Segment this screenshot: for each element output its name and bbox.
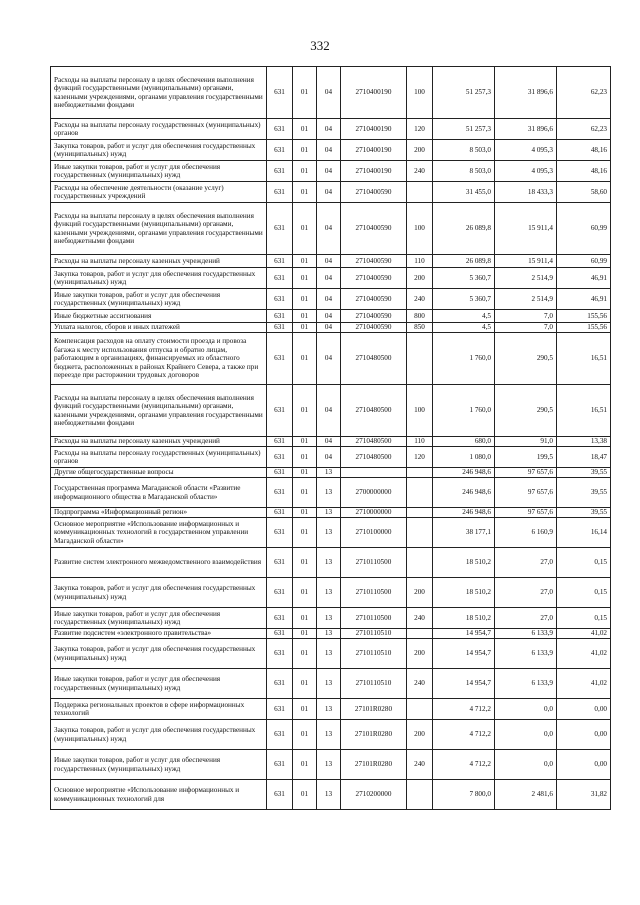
row-percent: 39,55 — [557, 478, 611, 508]
row-value-plan: 680,0 — [433, 437, 495, 447]
row-value-plan: 8 503,0 — [433, 161, 495, 182]
row-percent: 0,00 — [557, 699, 611, 720]
row-ved: 631 — [267, 478, 293, 508]
row-percent: 58,60 — [557, 182, 611, 203]
row-csr: 2710480500 — [341, 333, 407, 385]
row-value-actual: 2 514,9 — [495, 268, 557, 289]
row-vr — [407, 182, 433, 203]
row-ved: 631 — [267, 518, 293, 548]
table-row — [51, 750, 611, 780]
budget-table — [50, 66, 611, 810]
row-name: Другие общегосударственные вопросы — [51, 468, 267, 478]
row-value-plan: 246 948,6 — [433, 468, 495, 478]
row-percent: 155,56 — [557, 323, 611, 333]
row-csr: 2710400190 — [341, 67, 407, 119]
row-value-plan: 18 510,2 — [433, 548, 495, 578]
row-percent: 39,55 — [557, 508, 611, 518]
row-ved: 631 — [267, 548, 293, 578]
row-percent: 0,15 — [557, 548, 611, 578]
row-value-actual: 6 133,9 — [495, 669, 557, 699]
row-percent: 0,00 — [557, 720, 611, 750]
row-pr: 13 — [317, 750, 341, 780]
table-row — [51, 478, 611, 508]
table-row — [51, 639, 611, 669]
row-vr: 110 — [407, 255, 433, 268]
table-row — [51, 629, 611, 639]
row-ved: 631 — [267, 310, 293, 323]
row-value-plan: 4 712,2 — [433, 750, 495, 780]
row-value-plan: 7 800,0 — [433, 780, 495, 810]
row-vr: 200 — [407, 268, 433, 289]
row-ved: 631 — [267, 720, 293, 750]
row-rz: 01 — [293, 750, 317, 780]
table-row — [51, 161, 611, 182]
row-rz: 01 — [293, 548, 317, 578]
row-name: Иные закупки товаров, работ и услуг для обеспечения государственных (муниципальных) нужд — [51, 161, 267, 182]
row-value-actual: 91,0 — [495, 437, 557, 447]
row-name: Расходы на выплаты персоналу государственных (муниципальных) органов — [51, 447, 267, 468]
row-ved: 631 — [267, 578, 293, 608]
row-rz: 01 — [293, 333, 317, 385]
row-value-plan: 51 257,3 — [433, 67, 495, 119]
row-csr: 2710400590 — [341, 182, 407, 203]
row-name: Уплата налогов, сборов и иных платежей — [51, 323, 267, 333]
table-row — [51, 608, 611, 629]
row-percent: 16,14 — [557, 518, 611, 548]
row-ved: 631 — [267, 182, 293, 203]
row-vr: 240 — [407, 608, 433, 629]
row-name: Основное мероприятие «Использование информационных и коммуникационных технологий для — [51, 780, 267, 810]
row-csr: 2710480500 — [341, 437, 407, 447]
row-vr — [407, 518, 433, 548]
row-pr: 13 — [317, 508, 341, 518]
row-vr: 240 — [407, 750, 433, 780]
table-row — [51, 385, 611, 437]
row-value-actual: 97 657,6 — [495, 478, 557, 508]
row-name: Иные бюджетные ассигнования — [51, 310, 267, 323]
row-ved: 631 — [267, 750, 293, 780]
row-csr: 2710400590 — [341, 310, 407, 323]
row-value-plan: 18 510,2 — [433, 578, 495, 608]
row-pr: 04 — [317, 255, 341, 268]
row-percent: 31,82 — [557, 780, 611, 810]
row-rz: 01 — [293, 310, 317, 323]
row-rz: 01 — [293, 447, 317, 468]
row-value-actual: 2 481,6 — [495, 780, 557, 810]
row-vr — [407, 629, 433, 639]
row-value-plan: 5 360,7 — [433, 268, 495, 289]
table-row — [51, 323, 611, 333]
row-ved: 631 — [267, 385, 293, 437]
row-vr — [407, 699, 433, 720]
table-row — [51, 182, 611, 203]
row-vr — [407, 548, 433, 578]
row-percent: 0,00 — [557, 750, 611, 780]
row-pr: 13 — [317, 608, 341, 629]
row-rz: 01 — [293, 639, 317, 669]
row-pr: 04 — [317, 203, 341, 255]
row-rz: 01 — [293, 518, 317, 548]
table-row — [51, 578, 611, 608]
row-value-plan: 14 954,7 — [433, 629, 495, 639]
row-name: Закупка товаров, работ и услуг для обеспечения государственных (муниципальных) нужд — [51, 639, 267, 669]
row-name: Расходы на выплаты персоналу казенных учреждений — [51, 437, 267, 447]
row-pr: 13 — [317, 780, 341, 810]
row-value-plan: 4,5 — [433, 323, 495, 333]
row-pr: 04 — [317, 289, 341, 310]
row-csr: 2710400590 — [341, 268, 407, 289]
row-rz: 01 — [293, 780, 317, 810]
table-row — [51, 310, 611, 323]
row-value-plan: 246 948,6 — [433, 478, 495, 508]
row-vr — [407, 508, 433, 518]
row-pr: 04 — [317, 333, 341, 385]
row-value-plan: 1 760,0 — [433, 333, 495, 385]
table-row — [51, 268, 611, 289]
row-vr: 200 — [407, 140, 433, 161]
row-value-plan: 4 712,2 — [433, 720, 495, 750]
row-vr: 120 — [407, 447, 433, 468]
row-vr: 110 — [407, 437, 433, 447]
table-row — [51, 518, 611, 548]
row-name: Закупка товаров, работ и услуг для обеспечения государственных (муниципальных) нужд — [51, 720, 267, 750]
table-row — [51, 447, 611, 468]
row-ved: 631 — [267, 699, 293, 720]
row-rz: 01 — [293, 161, 317, 182]
row-csr: 2710100000 — [341, 518, 407, 548]
row-percent: 60,99 — [557, 255, 611, 268]
row-pr: 13 — [317, 478, 341, 508]
row-csr: 2710110500 — [341, 578, 407, 608]
row-pr: 04 — [317, 447, 341, 468]
row-value-actual: 27,0 — [495, 548, 557, 578]
row-percent: 39,55 — [557, 468, 611, 478]
row-ved: 631 — [267, 669, 293, 699]
row-pr: 13 — [317, 629, 341, 639]
row-pr: 13 — [317, 548, 341, 578]
row-vr: 240 — [407, 289, 433, 310]
row-vr — [407, 478, 433, 508]
row-csr: 27101R0280 — [341, 699, 407, 720]
row-percent: 46,91 — [557, 268, 611, 289]
row-rz: 01 — [293, 478, 317, 508]
row-percent: 41,02 — [557, 639, 611, 669]
row-value-plan: 26 089,8 — [433, 255, 495, 268]
row-csr: 2710400590 — [341, 323, 407, 333]
row-value-actual: 6 160,9 — [495, 518, 557, 548]
row-value-actual: 97 657,6 — [495, 468, 557, 478]
row-value-plan: 31 455,0 — [433, 182, 495, 203]
row-value-plan: 4 712,2 — [433, 699, 495, 720]
row-csr: 2710110510 — [341, 669, 407, 699]
row-ved: 631 — [267, 333, 293, 385]
row-ved: 631 — [267, 608, 293, 629]
table-row — [51, 140, 611, 161]
row-csr: 2710400590 — [341, 255, 407, 268]
row-value-plan: 4,5 — [433, 310, 495, 323]
row-rz: 01 — [293, 629, 317, 639]
row-percent: 46,91 — [557, 289, 611, 310]
row-percent: 48,16 — [557, 161, 611, 182]
row-name: Основное мероприятие «Использование информационных и коммуникационных технологий в государственном управлении Магаданской области» — [51, 518, 267, 548]
row-vr: 100 — [407, 203, 433, 255]
table-row — [51, 119, 611, 140]
row-value-actual: 290,5 — [495, 333, 557, 385]
row-ved: 631 — [267, 255, 293, 268]
table-row — [51, 699, 611, 720]
row-rz: 01 — [293, 255, 317, 268]
row-value-actual: 6 133,9 — [495, 639, 557, 669]
row-vr: 200 — [407, 720, 433, 750]
row-csr: 2710400190 — [341, 119, 407, 140]
row-rz: 01 — [293, 268, 317, 289]
row-name: Расходы на выплаты персоналу в целях обеспечения выполнения функций государственными (муниципальными) органами, казенными учреждениями, органами управления государственными внебюджетными фондами — [51, 385, 267, 437]
row-name: Иные закупки товаров, работ и услуг для обеспечения государственных (муниципальных) нужд — [51, 608, 267, 629]
row-name: Поддержка региональных проектов в сфере информационных технологий — [51, 699, 267, 720]
row-vr: 100 — [407, 67, 433, 119]
row-value-actual: 4 095,3 — [495, 161, 557, 182]
row-vr: 200 — [407, 578, 433, 608]
row-value-plan: 51 257,3 — [433, 119, 495, 140]
row-value-plan: 14 954,7 — [433, 639, 495, 669]
table-row — [51, 548, 611, 578]
row-rz: 01 — [293, 323, 317, 333]
row-percent: 13,38 — [557, 437, 611, 447]
row-ved: 631 — [267, 119, 293, 140]
row-vr: 240 — [407, 161, 433, 182]
row-vr: 800 — [407, 310, 433, 323]
row-percent: 41,02 — [557, 669, 611, 699]
row-pr: 13 — [317, 578, 341, 608]
table-row — [51, 468, 611, 478]
row-percent: 60,99 — [557, 203, 611, 255]
row-value-actual: 6 133,9 — [495, 629, 557, 639]
row-value-actual: 290,5 — [495, 385, 557, 437]
row-name: Расходы на выплаты персоналу в целях обеспечения выполнения функций государственными (муниципальными) органами, казенными учреждениями, органами управления государственными внебюджетными фондами — [51, 203, 267, 255]
row-value-plan: 14 954,7 — [433, 669, 495, 699]
row-vr — [407, 468, 433, 478]
row-percent: 48,16 — [557, 140, 611, 161]
row-name: Иные закупки товаров, работ и услуг для обеспечения государственных (муниципальных) нужд — [51, 289, 267, 310]
row-value-actual: 199,5 — [495, 447, 557, 468]
row-percent: 16,51 — [557, 385, 611, 437]
row-value-plan: 246 948,6 — [433, 508, 495, 518]
row-percent: 41,02 — [557, 629, 611, 639]
row-pr: 04 — [317, 437, 341, 447]
row-percent: 18,47 — [557, 447, 611, 468]
row-vr: 850 — [407, 323, 433, 333]
row-rz: 01 — [293, 608, 317, 629]
row-value-actual: 4 095,3 — [495, 140, 557, 161]
row-percent: 62,23 — [557, 67, 611, 119]
row-ved: 631 — [267, 161, 293, 182]
row-csr: 2710480500 — [341, 385, 407, 437]
table-row — [51, 780, 611, 810]
row-rz: 01 — [293, 289, 317, 310]
row-ved: 631 — [267, 289, 293, 310]
table-row — [51, 720, 611, 750]
table-row — [51, 255, 611, 268]
table-row — [51, 437, 611, 447]
row-vr — [407, 780, 433, 810]
row-value-actual: 31 896,6 — [495, 119, 557, 140]
row-vr: 100 — [407, 385, 433, 437]
row-value-actual: 0,0 — [495, 750, 557, 780]
row-pr: 13 — [317, 699, 341, 720]
row-value-plan: 26 089,8 — [433, 203, 495, 255]
row-value-actual: 15 911,4 — [495, 203, 557, 255]
row-rz: 01 — [293, 67, 317, 119]
row-rz: 01 — [293, 669, 317, 699]
row-ved: 631 — [267, 437, 293, 447]
row-pr: 04 — [317, 161, 341, 182]
row-csr: 2710110500 — [341, 548, 407, 578]
row-value-actual: 7,0 — [495, 323, 557, 333]
row-pr: 04 — [317, 67, 341, 119]
row-value-plan: 8 503,0 — [433, 140, 495, 161]
row-percent: 0,15 — [557, 608, 611, 629]
row-name: Подпрограмма «Информационный регион» — [51, 508, 267, 518]
row-value-actual: 0,0 — [495, 720, 557, 750]
row-percent: 0,15 — [557, 578, 611, 608]
row-percent: 16,51 — [557, 333, 611, 385]
row-rz: 01 — [293, 119, 317, 140]
row-rz: 01 — [293, 578, 317, 608]
row-value-plan: 1 080,0 — [433, 447, 495, 468]
row-csr: 2710400190 — [341, 140, 407, 161]
row-csr: 2710480500 — [341, 447, 407, 468]
row-name: Компенсация расходов на оплату стоимости проезда и провоза багажа к месту использования отпуска и обратно лицам, работающим в организациях, финансируемых из областного бюджета, расположенных в районах Крайнего Севера, а также при переезде при расторжении трудовых договоров — [51, 333, 267, 385]
row-ved: 631 — [267, 447, 293, 468]
row-csr: 2710110500 — [341, 608, 407, 629]
row-value-plan: 1 760,0 — [433, 385, 495, 437]
row-value-actual: 27,0 — [495, 578, 557, 608]
row-value-actual: 2 514,9 — [495, 289, 557, 310]
row-value-plan: 18 510,2 — [433, 608, 495, 629]
row-name: Расходы на выплаты персоналу государственных (муниципальных) органов — [51, 119, 267, 140]
row-ved: 631 — [267, 67, 293, 119]
row-value-actual: 18 433,3 — [495, 182, 557, 203]
row-ved: 631 — [267, 780, 293, 810]
table-row — [51, 669, 611, 699]
row-name: Расходы на выплаты персоналу казенных учреждений — [51, 255, 267, 268]
page-number: 332 — [310, 38, 330, 53]
row-value-plan: 38 177,1 — [433, 518, 495, 548]
row-vr: 120 — [407, 119, 433, 140]
row-name: Развитие систем электронного межведомственного взаимодействия — [51, 548, 267, 578]
row-name: Расходы на обеспечение деятельности (оказание услуг) государственных учреждений — [51, 182, 267, 203]
row-pr: 04 — [317, 323, 341, 333]
row-pr: 04 — [317, 140, 341, 161]
row-value-actual: 0,0 — [495, 699, 557, 720]
row-ved: 631 — [267, 629, 293, 639]
row-csr: 2710110510 — [341, 639, 407, 669]
table-row — [51, 289, 611, 310]
row-rz: 01 — [293, 182, 317, 203]
row-csr: 2710200000 — [341, 780, 407, 810]
row-pr: 04 — [317, 182, 341, 203]
row-csr: 2710400590 — [341, 289, 407, 310]
row-name: Расходы на выплаты персоналу в целях обеспечения выполнения функций государственными (муниципальными) органами, казенными учреждениями, органами управления государственными внебюджетными фондами — [51, 67, 267, 119]
row-ved: 631 — [267, 639, 293, 669]
row-rz: 01 — [293, 720, 317, 750]
row-vr: 240 — [407, 669, 433, 699]
row-csr: 2710110510 — [341, 629, 407, 639]
row-percent: 155,56 — [557, 310, 611, 323]
row-pr: 04 — [317, 385, 341, 437]
row-name: Закупка товаров, работ и услуг для обеспечения государственных (муниципальных) нужд — [51, 578, 267, 608]
row-pr: 04 — [317, 268, 341, 289]
row-ved: 631 — [267, 323, 293, 333]
row-value-actual: 97 657,6 — [495, 508, 557, 518]
row-pr: 13 — [317, 518, 341, 548]
row-vr: 200 — [407, 639, 433, 669]
row-percent: 62,23 — [557, 119, 611, 140]
row-name: Государственная программа Магаданской области «Развитие информационного общества в Магаданской области» — [51, 478, 267, 508]
row-rz: 01 — [293, 508, 317, 518]
row-csr: 2710000000 — [341, 508, 407, 518]
row-value-plan: 5 360,7 — [433, 289, 495, 310]
row-value-actual: 7,0 — [495, 310, 557, 323]
row-csr: 27101R0280 — [341, 720, 407, 750]
row-rz: 01 — [293, 385, 317, 437]
table-row — [51, 508, 611, 518]
row-pr: 13 — [317, 720, 341, 750]
row-name: Развитие подсистем «электронного правительства» — [51, 629, 267, 639]
table-row — [51, 333, 611, 385]
row-csr: 2700000000 — [341, 478, 407, 508]
row-csr: 2710400190 — [341, 161, 407, 182]
row-vr — [407, 333, 433, 385]
row-ved: 631 — [267, 268, 293, 289]
row-ved: 631 — [267, 468, 293, 478]
row-rz: 01 — [293, 437, 317, 447]
row-pr: 13 — [317, 669, 341, 699]
row-rz: 01 — [293, 468, 317, 478]
row-pr: 13 — [317, 468, 341, 478]
row-ved: 631 — [267, 140, 293, 161]
row-csr: 27101R0280 — [341, 750, 407, 780]
row-value-actual: 31 896,6 — [495, 67, 557, 119]
row-ved: 631 — [267, 203, 293, 255]
row-rz: 01 — [293, 140, 317, 161]
row-csr: 2710400590 — [341, 203, 407, 255]
row-value-actual: 27,0 — [495, 608, 557, 629]
row-rz: 01 — [293, 203, 317, 255]
row-pr: 13 — [317, 639, 341, 669]
row-rz: 01 — [293, 699, 317, 720]
row-pr: 04 — [317, 119, 341, 140]
row-name: Иные закупки товаров, работ и услуг для обеспечения государственных (муниципальных) нужд — [51, 669, 267, 699]
row-name: Иные закупки товаров, работ и услуг для обеспечения государственных (муниципальных) нужд — [51, 750, 267, 780]
table-row — [51, 203, 611, 255]
row-name: Закупка товаров, работ и услуг для обеспечения государственных (муниципальных) нужд — [51, 140, 267, 161]
row-name: Закупка товаров, работ и услуг для обеспечения государственных (муниципальных) нужд — [51, 268, 267, 289]
row-csr — [341, 468, 407, 478]
row-pr: 04 — [317, 310, 341, 323]
table-row — [51, 67, 611, 119]
row-value-actual: 15 911,4 — [495, 255, 557, 268]
row-ved: 631 — [267, 508, 293, 518]
